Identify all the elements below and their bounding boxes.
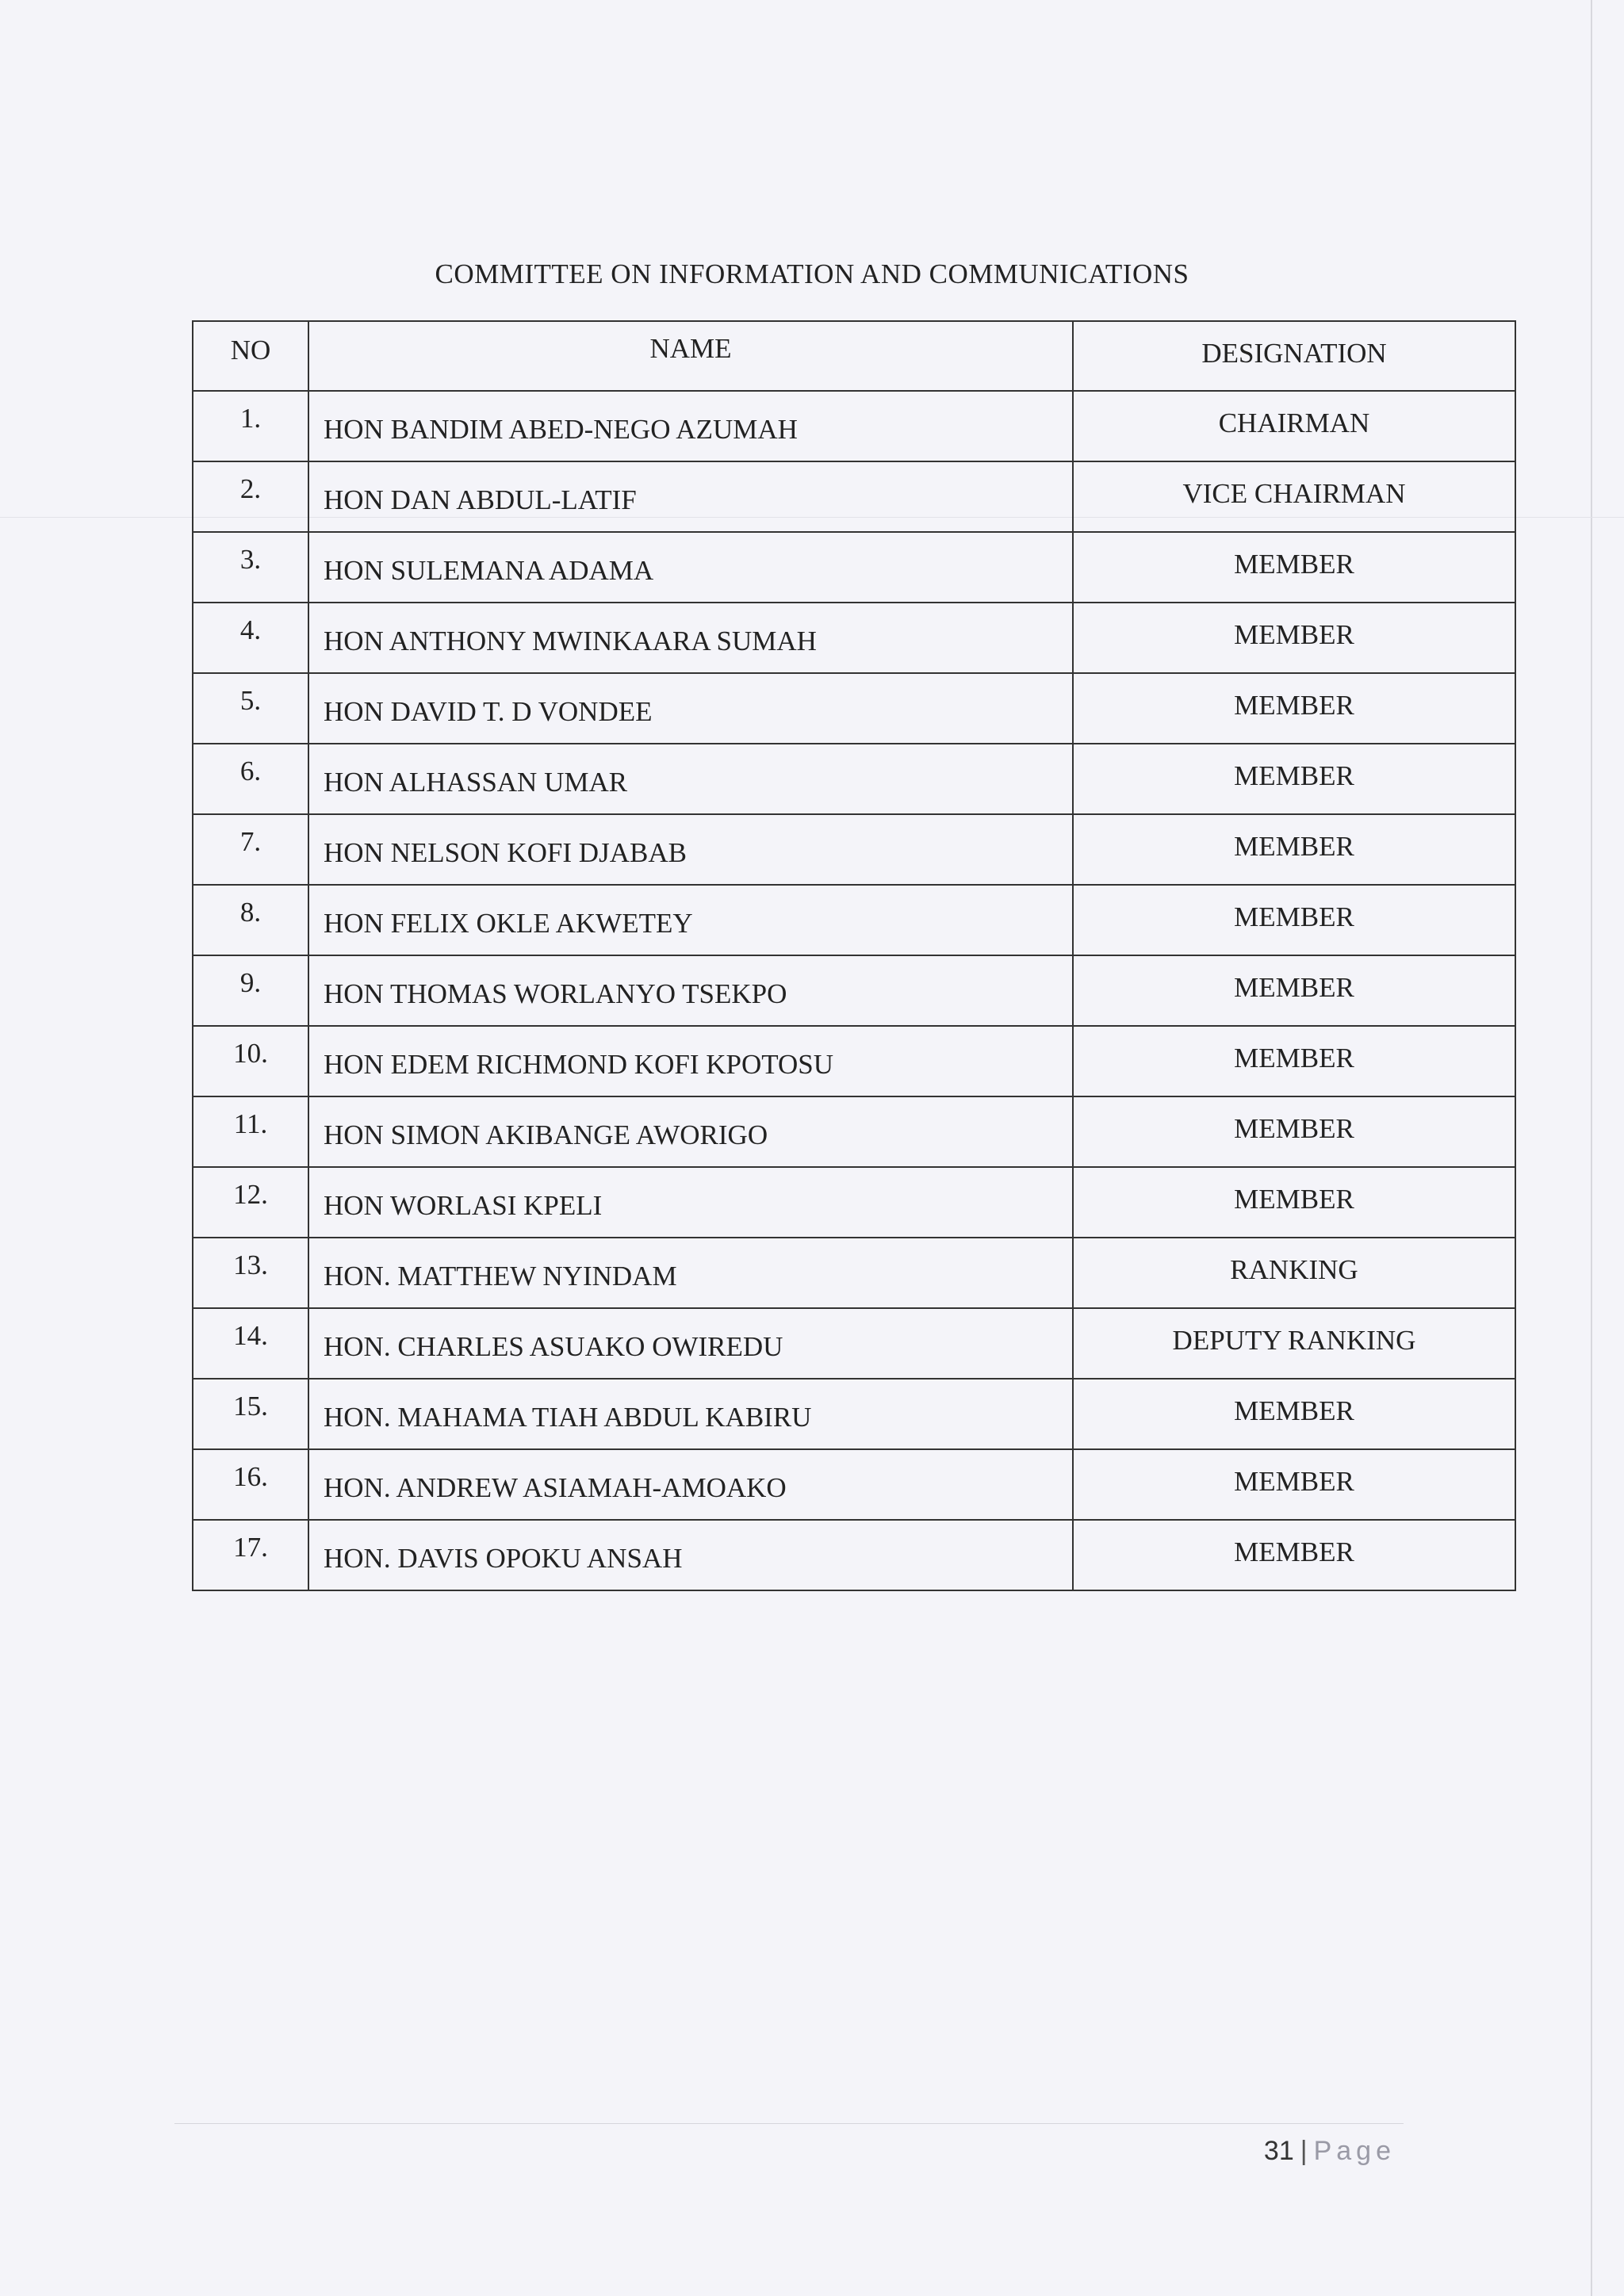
- row-designation: MEMBER: [1234, 901, 1354, 932]
- row-designation: MEMBER: [1234, 1184, 1354, 1215]
- page-word: Page: [1313, 2136, 1396, 2166]
- row-name: HON. MAHAMA TIAH ABDUL KABIRU: [309, 1380, 1074, 1448]
- table-row: [193, 1238, 1515, 1309]
- table-row: [193, 956, 1515, 1027]
- table-row: [193, 886, 1515, 956]
- row-name: HON SIMON AKIBANGE AWORIGO: [309, 1097, 1074, 1166]
- row-designation: MEMBER: [1234, 549, 1354, 580]
- row-no: 7.: [193, 815, 309, 884]
- table-row: [193, 392, 1515, 462]
- row-name: HON DAN ABDUL-LATIF: [309, 462, 1074, 531]
- table-row: [193, 1097, 1515, 1168]
- row-name: HON. MATTHEW NYINDAM: [309, 1238, 1074, 1307]
- row-no: 9.: [193, 956, 309, 1025]
- row-no: 3.: [193, 533, 309, 602]
- header-designation: DESIGNATION: [1201, 338, 1387, 369]
- row-no: 11.: [193, 1097, 309, 1166]
- row-no: 5.: [193, 674, 309, 743]
- row-designation: MEMBER: [1234, 1395, 1354, 1426]
- row-designation: MEMBER: [1234, 619, 1354, 650]
- table-row: [193, 462, 1515, 533]
- table-row: [193, 744, 1515, 815]
- table-row: [193, 815, 1515, 886]
- row-name: HON. DAVIS OPOKU ANSAH: [309, 1521, 1074, 1590]
- table-row: [193, 1521, 1515, 1591]
- row-designation: MEMBER: [1234, 1113, 1354, 1144]
- row-designation: MEMBER: [1234, 690, 1354, 721]
- row-designation: VICE CHAIRMAN: [1182, 478, 1406, 509]
- table-row: [193, 1450, 1515, 1521]
- table-row: [193, 674, 1515, 744]
- row-no: 14.: [193, 1309, 309, 1378]
- row-name: HON SULEMANA ADAMA: [309, 533, 1074, 602]
- table-row: [193, 1309, 1515, 1380]
- row-name: HON FELIX OKLE AKWETEY: [309, 886, 1074, 955]
- row-no: 10.: [193, 1027, 309, 1096]
- table-row: [193, 533, 1515, 603]
- row-no: 17.: [193, 1521, 309, 1590]
- row-no: 1.: [193, 392, 309, 461]
- row-name: HON THOMAS WORLANYO TSEKPO: [309, 956, 1074, 1025]
- table-header-row: [193, 322, 1515, 392]
- row-designation: MEMBER: [1234, 1043, 1354, 1073]
- table-row: [193, 603, 1515, 674]
- row-name: HON. CHARLES ASUAKO OWIREDU: [309, 1309, 1074, 1378]
- header-name: NAME: [309, 322, 1074, 390]
- row-designation: MEMBER: [1234, 1466, 1354, 1497]
- table-row: [193, 1168, 1515, 1238]
- row-name: HON ALHASSAN UMAR: [309, 744, 1074, 813]
- row-no: 2.: [193, 462, 309, 531]
- row-name: HON NELSON KOFI DJABAB: [309, 815, 1074, 884]
- row-name: HON EDEM RICHMOND KOFI KPOTOSU: [309, 1027, 1074, 1096]
- document-title: COMMITTEE ON INFORMATION AND COMMUNICATIONS: [435, 258, 1189, 289]
- row-no: 6.: [193, 744, 309, 813]
- row-name: HON WORLASI KPELI: [309, 1168, 1074, 1237]
- row-no: 13.: [193, 1238, 309, 1307]
- row-no: 8.: [193, 886, 309, 955]
- row-name: HON. ANDREW ASIAMAH-AMOAKO: [309, 1450, 1074, 1519]
- row-designation: MEMBER: [1234, 760, 1354, 791]
- row-designation: MEMBER: [1234, 972, 1354, 1003]
- row-no: 15.: [193, 1380, 309, 1448]
- row-designation: MEMBER: [1234, 1536, 1354, 1567]
- committee-members-table: [192, 320, 1516, 1591]
- table-row: [193, 1027, 1515, 1097]
- row-designation: MEMBER: [1234, 831, 1354, 862]
- row-no: 4.: [193, 603, 309, 672]
- row-no: 12.: [193, 1168, 309, 1237]
- header-no: NO: [193, 322, 309, 390]
- row-designation: DEPUTY RANKING: [1172, 1325, 1416, 1356]
- row-designation: RANKING: [1230, 1254, 1358, 1285]
- table-row: [193, 1380, 1515, 1450]
- page-footer: [1213, 2136, 1396, 2167]
- page-number: 31: [1263, 2136, 1294, 2166]
- page-separator: |: [1300, 2136, 1308, 2166]
- row-name: HON ANTHONY MWINKAARA SUMAH: [309, 603, 1074, 672]
- paper-edge: [1591, 0, 1592, 2296]
- row-no: 16.: [193, 1450, 309, 1519]
- footer-divider: [174, 2123, 1404, 2124]
- row-name: HON DAVID T. D VONDEE: [309, 674, 1074, 743]
- row-name: HON BANDIM ABED-NEGO AZUMAH: [309, 392, 1074, 461]
- row-designation: CHAIRMAN: [1218, 408, 1370, 438]
